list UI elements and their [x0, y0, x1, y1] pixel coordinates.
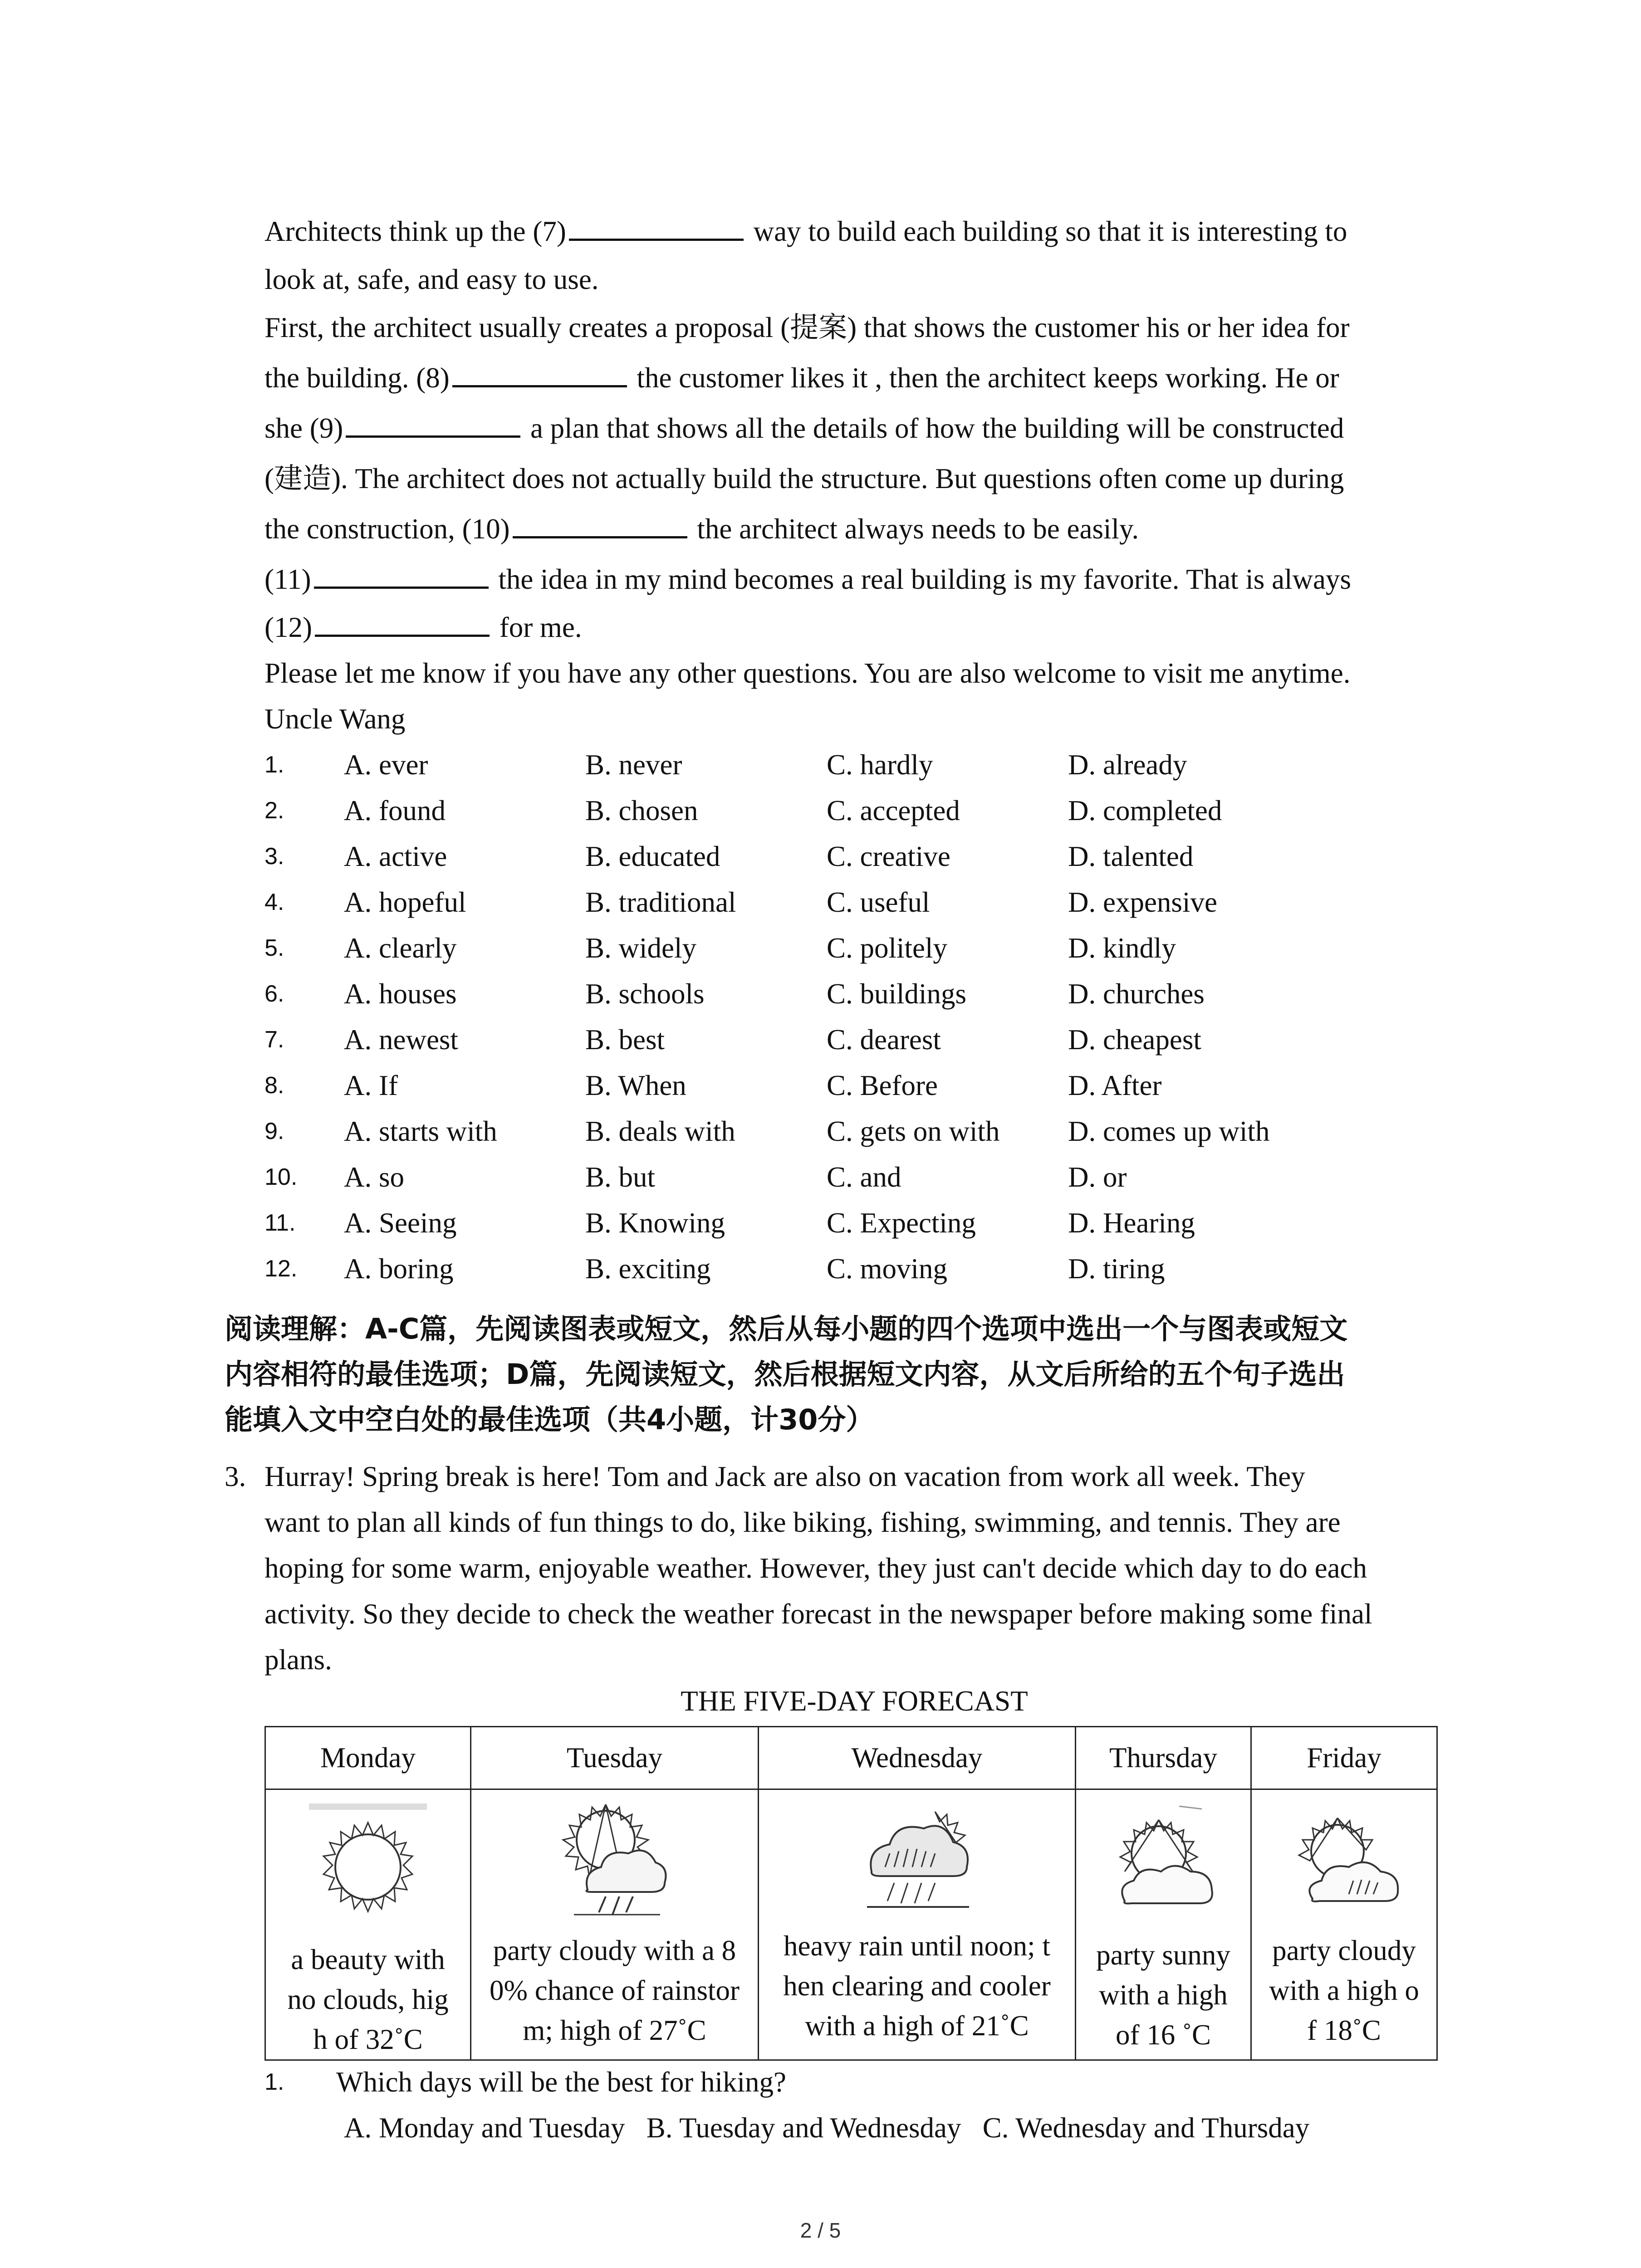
option-a: A. found [344, 795, 446, 826]
option-d: D. churches [1068, 978, 1205, 1010]
option-c: C. buildings [827, 978, 967, 1010]
option-d: D. After [1068, 1070, 1162, 1101]
option-b: B. deals with [585, 1115, 735, 1147]
blank-11 [314, 559, 489, 589]
passage-line: hoping for some warm, enjoyable weather. However, they just can't decide which day to do each [265, 1552, 1367, 1584]
passage-line: (11) the idea in my mind becomes a real building is my favorite. That is always [265, 554, 1453, 605]
option-number: 7. [265, 1026, 284, 1053]
passage-line: Hurray! Spring break is here! Tom and Jack are also on vacation from work all week. They [265, 1461, 1305, 1492]
option-row [265, 925, 1453, 971]
option-d: D. comes up with [1068, 1115, 1270, 1147]
signature: Uncle Wang [265, 703, 406, 735]
day-header: Monday [265, 1727, 471, 1789]
forecast-desc-line: h of 32˚C [313, 2024, 423, 2055]
option-b: B. Knowing [585, 1207, 725, 1239]
option-d: D. Hearing [1068, 1207, 1195, 1239]
cloud-light-rain-icon [1285, 1808, 1403, 1912]
passage-line: she (9) a plan that shows all the details of how the building will be constructed [265, 403, 1453, 454]
option-c: C. creative [827, 841, 950, 872]
forecast-desc-line: no clouds, hig [287, 1984, 449, 2015]
option-b: B. schools [585, 978, 705, 1010]
option-c: C. politely [827, 932, 947, 964]
option-number: 10. [265, 1164, 298, 1190]
option-number: 6. [265, 981, 284, 1007]
passage-line: look at, safe, and easy to use. [265, 264, 599, 295]
option-a: A. hopeful [344, 886, 466, 918]
option-row [265, 788, 1453, 834]
option-c: C. accepted [827, 795, 960, 826]
instruction-line: 能填入文中空白处的最佳选项（共4小题，计30分） [225, 1403, 874, 1436]
question-number: 3. [225, 1461, 246, 1492]
forecast-desc-line: of 16 ˚C [1116, 2019, 1211, 2051]
passage-line: (12) for me. [265, 605, 1453, 650]
forecast-body-row [265, 1789, 1437, 2060]
forecast-desc-line: with a high [1099, 1979, 1228, 2011]
blank-9 [346, 408, 520, 438]
option-number: 4. [265, 889, 284, 915]
option-row [265, 1154, 1453, 1200]
options-list [265, 742, 1453, 1292]
option-a: A. newest [344, 1024, 458, 1056]
sun-cloud-icon [1107, 1804, 1220, 1917]
forecast-desc-line: party cloudy with a 8 [493, 1935, 736, 1966]
question-text: Which days will be the best for hiking? [336, 2066, 787, 2098]
forecast-desc-line: heavy rain until noon; t [784, 1930, 1050, 1962]
forecast-cell [1251, 1789, 1437, 2060]
option-b: B. widely [585, 932, 696, 964]
day-header: Thursday [1076, 1727, 1251, 1789]
option-number: 2. [265, 797, 284, 824]
option-a: A. starts with [344, 1115, 497, 1147]
passage-line: want to plan all kinds of fun things to do, like biking, fishing, swimming, and tennis. They are [265, 1506, 1341, 1538]
option-c: C. moving [827, 1253, 948, 1285]
option-d: D. already [1068, 749, 1187, 781]
option-number: 12. [265, 1256, 298, 1282]
option-row [265, 834, 1453, 880]
option-d: D. completed [1068, 795, 1222, 826]
forecast-desc-line: party cloudy [1272, 1935, 1416, 1966]
option-c: C. hardly [827, 749, 933, 781]
option-d: D. or [1068, 1161, 1127, 1193]
option-c: C. Expecting [827, 1207, 976, 1239]
forecast-cell [265, 1789, 471, 2060]
option-c: C. dearest [827, 1024, 941, 1056]
question-choices: A. Monday and Tuesday B. Tuesday and Wednesday C. Wednesday and Thursday [344, 2112, 1310, 2144]
cloze-passage [265, 206, 1453, 1292]
blank-7 [569, 211, 744, 241]
option-a: A. ever [344, 749, 428, 781]
option-row [265, 1109, 1453, 1154]
option-d: D. tiring [1068, 1253, 1165, 1285]
option-b: B. best [585, 1024, 665, 1056]
question-number: 1. [265, 2069, 284, 2095]
option-a: A. clearly [344, 932, 457, 964]
forecast-desc-line: a beauty with [291, 1944, 445, 1975]
passage-line: activity. So they decide to check the weather forecast in the newspaper before making some final [265, 1598, 1372, 1630]
option-number: 9. [265, 1118, 284, 1144]
day-header: Friday [1251, 1727, 1437, 1789]
option-row [265, 1017, 1453, 1063]
passage-line: Architects think up the (7) way to build each building so that it is interesting to [265, 206, 1453, 257]
option-b: B. exciting [585, 1253, 711, 1285]
forecast-title: THE FIVE-DAY FORECAST [681, 1685, 1028, 1717]
day-header: Tuesday [471, 1727, 759, 1789]
option-row [265, 742, 1453, 788]
question-passage [265, 1454, 1468, 1683]
forecast-desc-line: f 18˚C [1307, 2014, 1381, 2046]
option-a: A. boring [344, 1253, 454, 1285]
option-c: C. Before [827, 1070, 938, 1101]
option-a: A. so [344, 1161, 405, 1193]
option-b: B. educated [585, 841, 720, 872]
passage-line: (建造). The architect does not actually build the structure. But questions often come up during [265, 463, 1344, 494]
passage-line: plans. [265, 1644, 332, 1676]
option-d: D. expensive [1068, 886, 1217, 918]
sun-icon [309, 1804, 427, 1917]
option-row [265, 1063, 1453, 1109]
option-b: B. but [585, 1161, 656, 1193]
passage-line: the construction, (10) the architect always needs to be easily. [265, 504, 1453, 554]
option-a: A. If [344, 1070, 398, 1101]
option-a: A. active [344, 841, 447, 872]
option-c: C. and [827, 1161, 901, 1193]
forecast-cell [1076, 1789, 1251, 2060]
option-b: B. traditional [585, 886, 736, 918]
passage-line: First, the architect usually creates a proposal (提案) that shows the customer his or her idea for [265, 312, 1350, 343]
forecast-desc-line: with a high o [1269, 1975, 1419, 2006]
option-b: B. When [585, 1070, 686, 1101]
option-c: C. useful [827, 886, 930, 918]
forecast-cell [759, 1789, 1076, 2060]
option-number: 1. [265, 752, 284, 778]
forecast-desc-line: 0% chance of rainstor [489, 1975, 740, 2006]
option-a: A. houses [344, 978, 457, 1010]
instruction-line: 内容相符的最佳选项；D篇，先阅读短文，然后根据短文内容，从文后所给的五个句子选出 [225, 1358, 1345, 1391]
forecast-desc-line: party sunny [1096, 1939, 1230, 1971]
option-d: D. kindly [1068, 932, 1176, 964]
option-d: D. cheapest [1068, 1024, 1201, 1056]
option-b: B. never [585, 749, 682, 781]
day-header: Wednesday [759, 1727, 1076, 1789]
option-d: D. talented [1068, 841, 1194, 872]
option-row [265, 1200, 1453, 1246]
forecast-desc-line: hen clearing and cooler [783, 1970, 1051, 2002]
option-b: B. chosen [585, 795, 698, 826]
option-a: A. Seeing [344, 1207, 457, 1239]
forecast-header-row [265, 1727, 1437, 1789]
page-number: 2 / 5 [800, 2219, 841, 2242]
option-c: C. gets on with [827, 1115, 1000, 1147]
blank-10 [513, 509, 687, 538]
instruction-line: 阅读理解：A-C篇，先阅读图表或短文，然后从每小题的四个选项中选出一个与图表或短文 [225, 1312, 1348, 1345]
forecast-desc-line: m; high of 27˚C [523, 2014, 706, 2046]
option-number: 3. [265, 843, 284, 870]
forecast-table [265, 1726, 1438, 2061]
reading-instructions [225, 1306, 1472, 1442]
option-row [265, 880, 1453, 925]
forecast-cell [471, 1789, 759, 2060]
blank-12 [315, 607, 490, 637]
sun-rain-cloud-icon [556, 1799, 674, 1921]
passage-line: Please let me know if you have any other questions. You are also welcome to visit me anytime. [265, 657, 1351, 689]
forecast-desc-line: with a high of 21˚C [805, 2010, 1029, 2042]
blank-8 [452, 358, 627, 387]
option-number: 8. [265, 1072, 284, 1099]
option-number: 11. [265, 1210, 296, 1236]
heavy-rain-icon [858, 1804, 976, 1917]
option-row [265, 1246, 1453, 1292]
option-row [265, 971, 1453, 1017]
option-number: 5. [265, 935, 284, 961]
passage-line: the building. (8) the customer likes it , then the architect keeps working. He or [265, 353, 1453, 403]
